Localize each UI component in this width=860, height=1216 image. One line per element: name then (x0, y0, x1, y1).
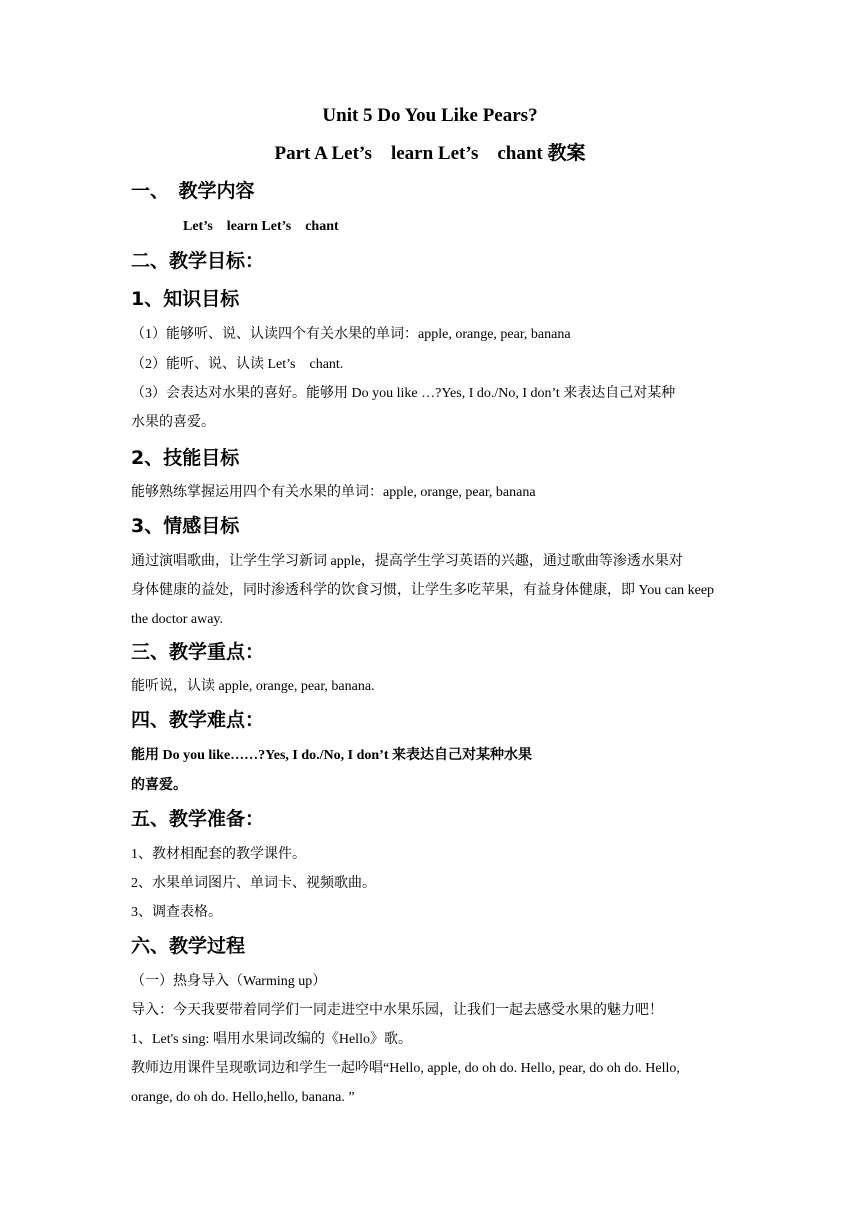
doc-title: Unit 5 Do You Like Pears? (322, 105, 538, 126)
emotion-line-2: 身体健康的益处，同时渗透科学的饮食习惯，让学生多吃苹果，有益身体健康，即 You can keep (131, 583, 715, 598)
section-heading-3: 三、教学重点： (131, 641, 265, 663)
knowledge-line-4: 水果的喜爱。 (131, 415, 215, 430)
subheading-emotion: 3、情感目标 (131, 515, 240, 537)
section-5-line-2: 2、水果单词图片、单词卡、视频歌曲。 (131, 876, 376, 891)
knowledge-line-1: （1）能够听、说、认读四个有关水果的单词：apple, orange, pear, banana (131, 327, 571, 342)
section-6-line-1: （一）热身导入（Warming up） (131, 974, 327, 989)
section-heading-1: 一、 教学内容 (131, 180, 255, 202)
section-6-line-3: 1、Let's sing: 唱用水果词改编的《Hello》歌。 (131, 1032, 412, 1047)
subheading-skill: 2、技能目标 (131, 447, 240, 469)
skill-line-1: 能够熟练掌握运用四个有关水果的单词：apple, orange, pear, banana (131, 485, 536, 500)
section-6-line-4: 教师边用课件呈现歌词边和学生一起吟唱“Hello, apple, do oh do. Hello, pear, do oh do. Hello, (131, 1061, 680, 1076)
doc-subtitle: Part A Let’s learn Let’s chant 教案 (274, 143, 586, 164)
section-heading-2: 二、教学目标： (131, 250, 265, 272)
section-4-line-2: 的喜爱。 (131, 778, 187, 793)
section-3-text: 能听说，认读 apple, orange, pear, banana. (131, 679, 375, 694)
emotion-line-3: the doctor away. (131, 612, 223, 627)
section-heading-5: 五、教学准备： (131, 808, 265, 830)
section-5-line-3: 3、调查表格。 (131, 905, 222, 920)
section-heading-6: 六、教学过程 (131, 935, 246, 957)
section-6-line-5: orange, do oh do. Hello,hello, banana. ” (131, 1090, 355, 1105)
knowledge-line-2: （2）能听、说、认读 Let’s chant. (131, 357, 344, 372)
emotion-line-1: 通过演唱歌曲，让学生学习新词 apple，提高学生学习英语的兴趣，通过歌曲等渗透水果对 (131, 554, 683, 569)
section-4-line-1: 能用 Do you like……?Yes, I do./No, I don’t 来表达自己对某种水果 (131, 748, 532, 763)
subheading-knowledge: 1、知识目标 (131, 288, 240, 310)
section-heading-4: 四、教学难点： (131, 709, 265, 731)
section-5-line-1: 1、教材相配套的教学课件。 (131, 847, 306, 862)
section-1-text: Let’s learn Let’s chant (183, 219, 339, 234)
section-6-line-2: 导入：今天我要带着同学们一同走进空中水果乐园，让我们一起去感受水果的魅力吧！ (131, 1003, 663, 1018)
knowledge-line-3: （3）会表达对水果的喜好。能够用 Do you like …?Yes, I do./No, I don’t 来表达自己对某种 (131, 386, 676, 401)
